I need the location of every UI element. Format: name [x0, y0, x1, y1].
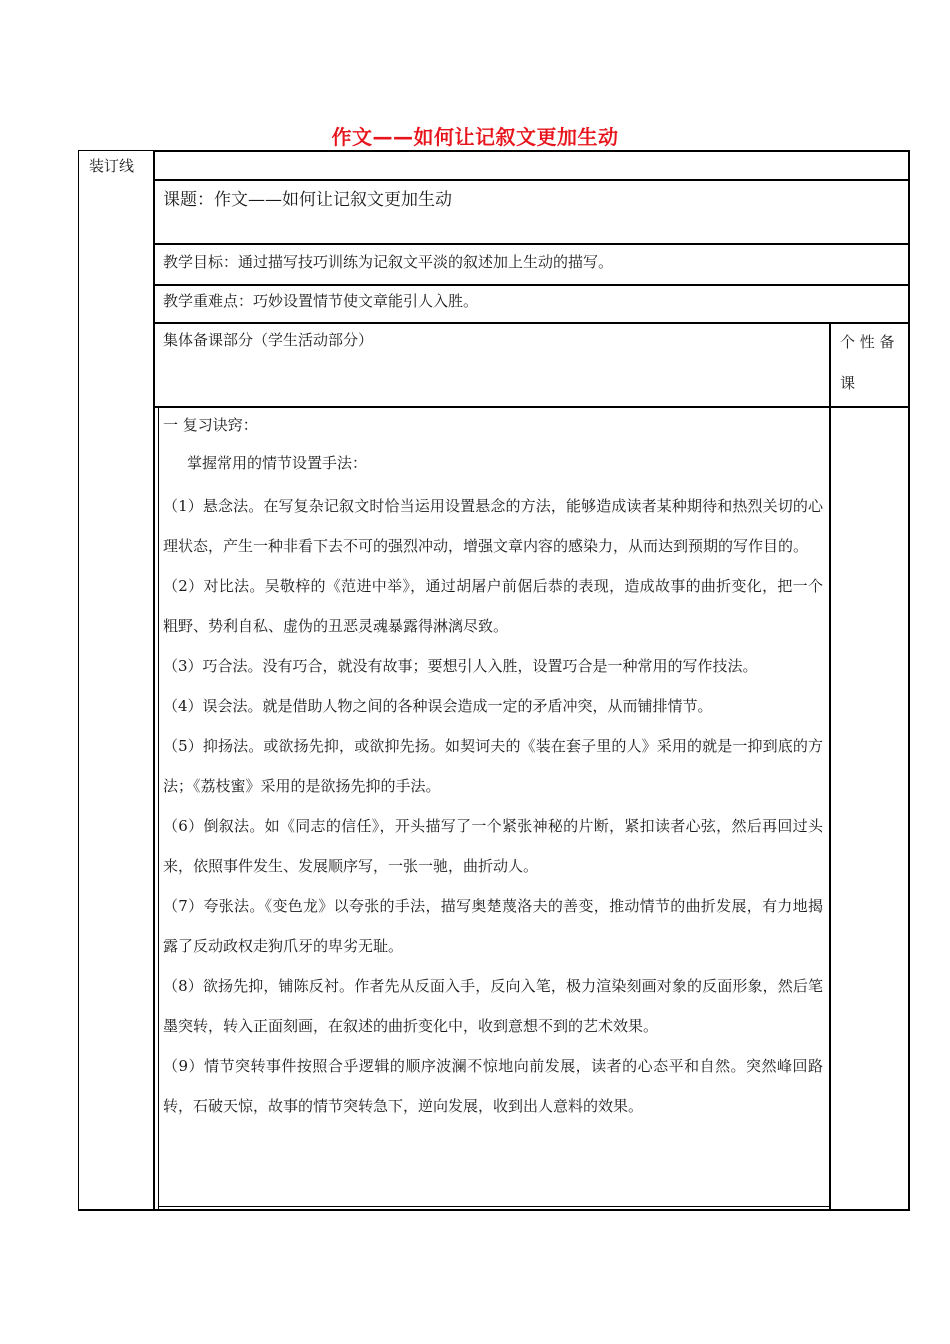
row-rule-1 — [153, 179, 910, 181]
list-item: （4）误会法。就是借助人物之间的各种误会造成一定的矛盾冲突，从而铺排情节。 — [163, 697, 713, 715]
content-inner-bottom-rule — [158, 1206, 830, 1207]
list-item: （6）倒叙法。如《同志的信任》，开头描写了一个紧张神秘的片断，紧扣读者心弦，然后再回过头来，依照事件发生、发展顺序写，一张一驰，曲折动人。 — [163, 817, 823, 875]
row-rule-2 — [153, 243, 910, 245]
collective-prep-header: 集体备课部分（学生活动部分） — [163, 331, 374, 349]
list-item: （5）抑扬法。或欲扬先抑，或欲抑先扬。如契诃夫的《装在套子里的人》采用的就是一抑到底的方法；《荔枝蜜》采用的是欲扬先抑的手法。 — [163, 737, 823, 795]
content-inner-left-rule — [158, 408, 159, 1209]
individual-column-rule — [829, 322, 831, 1209]
teaching-goal: 教学目标：通过描写技巧训练为记叙文平淡的叙述加上生动的描写。 — [163, 253, 614, 271]
list-item: （1）悬念法。在写复杂记叙文时恰当运用设置悬念的方法，能够造成读者某种期待和热烈关切的心理状态，产生一种非看下去不可的强烈冲动，增强文章内容的感染力，从而达到预期的写作目的。 — [163, 497, 823, 555]
table-bottom-border — [78, 1209, 910, 1211]
list-item: （3）巧合法。没有巧合，就没有故事；要想引人入胜，设置巧合是一种常用的写作技法。 — [163, 657, 758, 675]
table-top-border — [153, 150, 910, 152]
individual-prep-header-line1: 个 性 备 — [840, 333, 895, 351]
list-item: （8）欲扬先抑，铺陈反衬。作者先从反面入手，反向入笔，极力渲染刻画对象的反面形象，然后笔墨突转，转入正面刻画，在叙述的曲折变化中，收到意想不到的艺术效果。 — [163, 977, 823, 1035]
key-difficulty: 教学重难点：巧妙设置情节使文章能引人入胜。 — [163, 292, 479, 310]
binding-line-label: 装订线 — [89, 157, 135, 175]
list-item: （7）夸张法。《变色龙》以夸张的手法，描写奥楚蔑洛夫的善变，推动情节的曲折发展，有力地揭露了反动政权走狗爪牙的卑劣无耻。 — [163, 897, 823, 955]
margin-column-left-rule — [78, 150, 79, 1211]
lesson-topic: 课题：作文——如何让记叙文更加生动 — [163, 190, 452, 210]
section-heading: 一 复习诀窍： — [163, 416, 258, 434]
page-title: 作文——如何让记叙文更加生动 — [331, 125, 619, 149]
row-rule-3 — [153, 284, 910, 286]
section-subheading: 掌握常用的情节设置手法： — [187, 454, 368, 472]
table-left-border — [153, 150, 155, 1211]
row-rule-4 — [153, 322, 910, 324]
list-item: （9）情节突转事件按照合乎逻辑的顺序波澜不惊地向前发展，读者的心态平和自然。突然峰回路转，石破天惊，故事的情节突转急下，逆向发展，收到出人意料的效果。 — [163, 1057, 823, 1115]
lesson-content — [163, 410, 823, 1126]
table-right-border — [908, 150, 910, 1211]
list-item: （2）对比法。吴敬梓的《范进中举》，通过胡屠户前倨后恭的表现，造成故事的曲折变化，把一个粗野、势利自私、虚伪的丑恶灵魂暴露得淋漓尽致。 — [163, 577, 823, 635]
margin-column-top-rule — [78, 150, 154, 151]
individual-prep-header-line2: 课 — [840, 374, 856, 392]
row-rule-5 — [153, 406, 910, 408]
